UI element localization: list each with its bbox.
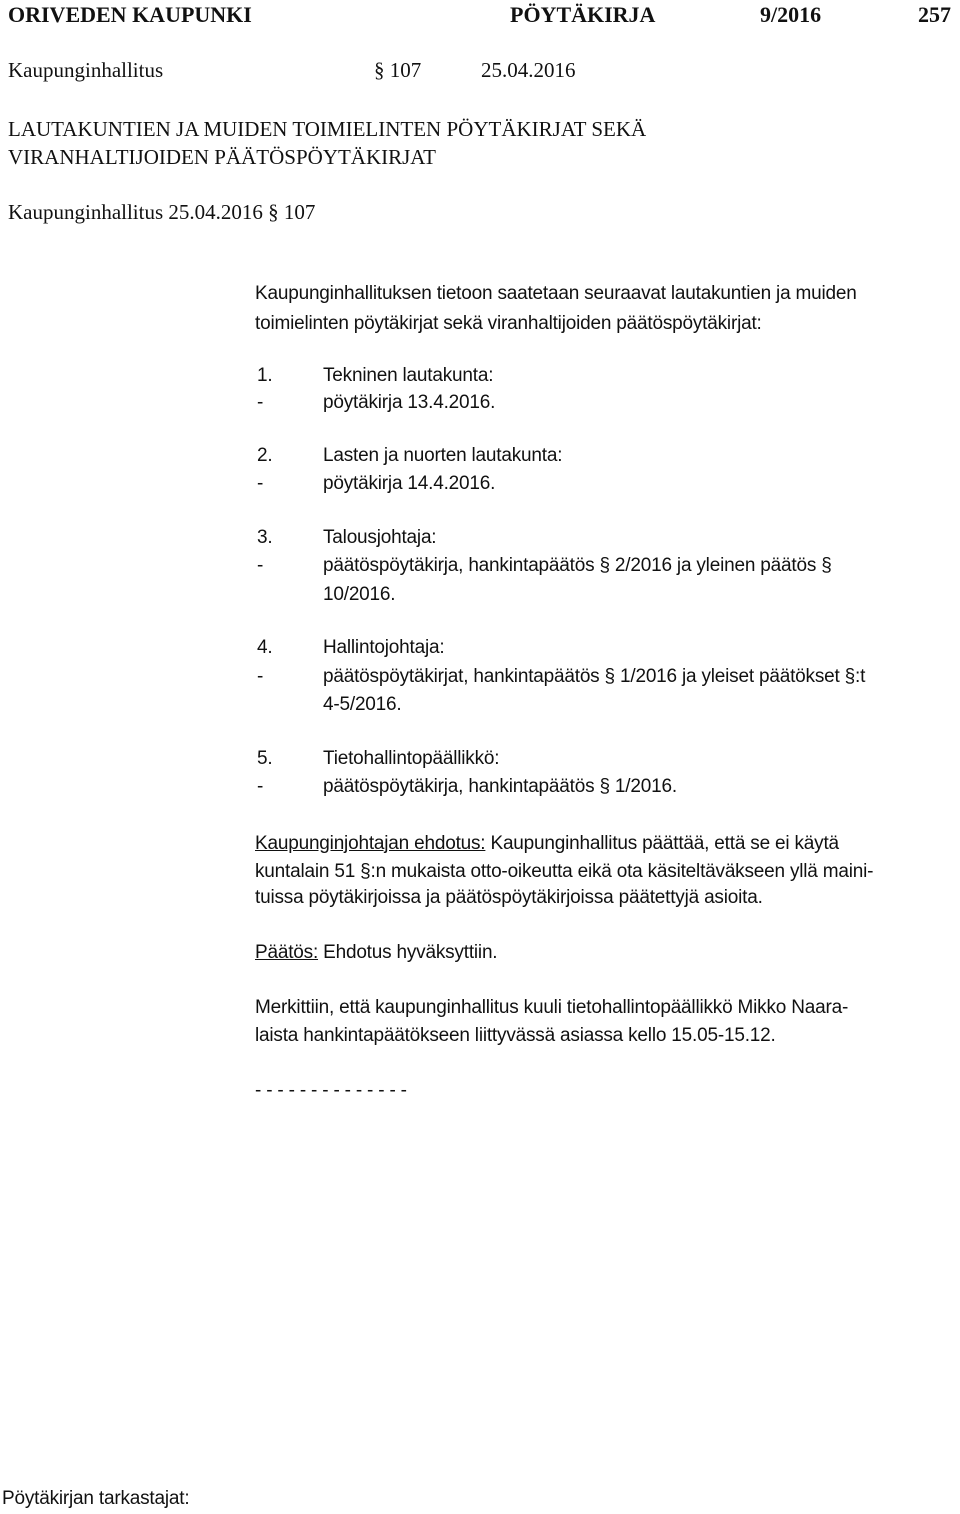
meeting-reference: Kaupunginhallitus 25.04.2016 § 107: [8, 200, 316, 224]
item-title: Talousjohtaja:: [323, 527, 437, 548]
intro-line-1: Kaupunginhallituksen tietoon saatetaan seuraavat lautakuntien ja muiden: [255, 283, 857, 304]
document-type: PÖYTÄKIRJA: [510, 2, 656, 27]
item-dash: -: [257, 473, 264, 494]
item-number: 1.: [257, 365, 273, 386]
item-detail: pöytäkirja 14.4.2016.: [323, 473, 496, 494]
item-number: 4.: [257, 637, 273, 658]
item-number: 2.: [257, 445, 273, 466]
item-dash: -: [257, 555, 264, 576]
note-line-2: laista hankintapäätökseen liittyvässä asiassa kello 15.05-15.12.: [255, 1025, 776, 1046]
proposal-label: Kaupunginjohtajan ehdotus:: [255, 833, 486, 854]
separator-dashes: - - - - - - - - - - - - - -: [255, 1080, 407, 1101]
item-number: 5.: [257, 748, 273, 769]
document-number: 9/2016: [760, 2, 822, 27]
item-title: Lasten ja nuorten lautakunta:: [323, 445, 563, 466]
footer-reviewers-label: Pöytäkirjan tarkastajat:: [2, 1488, 190, 1509]
decision-line: [255, 938, 497, 968]
item-detail-continued: 10/2016.: [323, 584, 396, 605]
section-number: § 107: [374, 58, 422, 82]
proposal-line-1: [255, 829, 839, 859]
item-detail: pöytäkirja 13.4.2016.: [323, 392, 496, 413]
decision-text: Ehdotus hyväksyttiin.: [318, 942, 498, 963]
item-detail-continued: 4-5/2016.: [323, 694, 402, 715]
proposal-line-3: tuissa pöytäkirjoissa ja päätöspöytäkirjoissa päätettyjä asioita.: [255, 887, 763, 908]
intro-line-2: toimielinten pöytäkirjat sekä viranhaltijoiden päätöspöytäkirjat:: [255, 313, 762, 334]
meeting-date: 25.04.2016: [481, 58, 576, 82]
document-title-line-2: VIRANHALTIJOIDEN PÄÄTÖSPÖYTÄKIRJAT: [8, 145, 436, 169]
document-title-line-1: LAUTAKUNTIEN JA MUIDEN TOIMIELINTEN PÖYTÄKIRJAT SEKÄ: [8, 117, 647, 141]
governing-body: Kaupunginhallitus: [8, 58, 164, 82]
page-number: 257: [918, 2, 951, 27]
decision-label: Päätös:: [255, 942, 319, 963]
item-number: 3.: [257, 527, 273, 548]
item-dash: -: [257, 666, 264, 687]
proposal-text: Kaupunginhallitus päättää, että se ei käytä: [485, 833, 839, 854]
item-detail: päätöspöytäkirjat, hankintapäätös § 1/2016 ja yleiset päätökset §:t: [323, 666, 866, 687]
note-line-1: Merkittiin, että kaupunginhallitus kuuli tietohallintopäällikkö Mikko Naara-: [255, 997, 849, 1018]
proposal-line-2: kuntalain 51 §:n mukaista otto-oikeutta eikä ota käsiteltäväkseen yllä maini-: [255, 861, 874, 882]
item-title: Tekninen lautakunta:: [323, 365, 494, 386]
item-title: Tietohallintopäällikkö:: [323, 748, 500, 769]
organization-name: ORIVEDEN KAUPUNKI: [8, 2, 252, 27]
item-dash: -: [257, 392, 264, 413]
item-detail: päätöspöytäkirja, hankintapäätös § 1/2016.: [323, 776, 677, 797]
item-detail: päätöspöytäkirja, hankintapäätös § 2/2016 ja yleinen päätös §: [323, 555, 832, 576]
item-dash: -: [257, 776, 264, 797]
item-title: Hallintojohtaja:: [323, 637, 445, 658]
